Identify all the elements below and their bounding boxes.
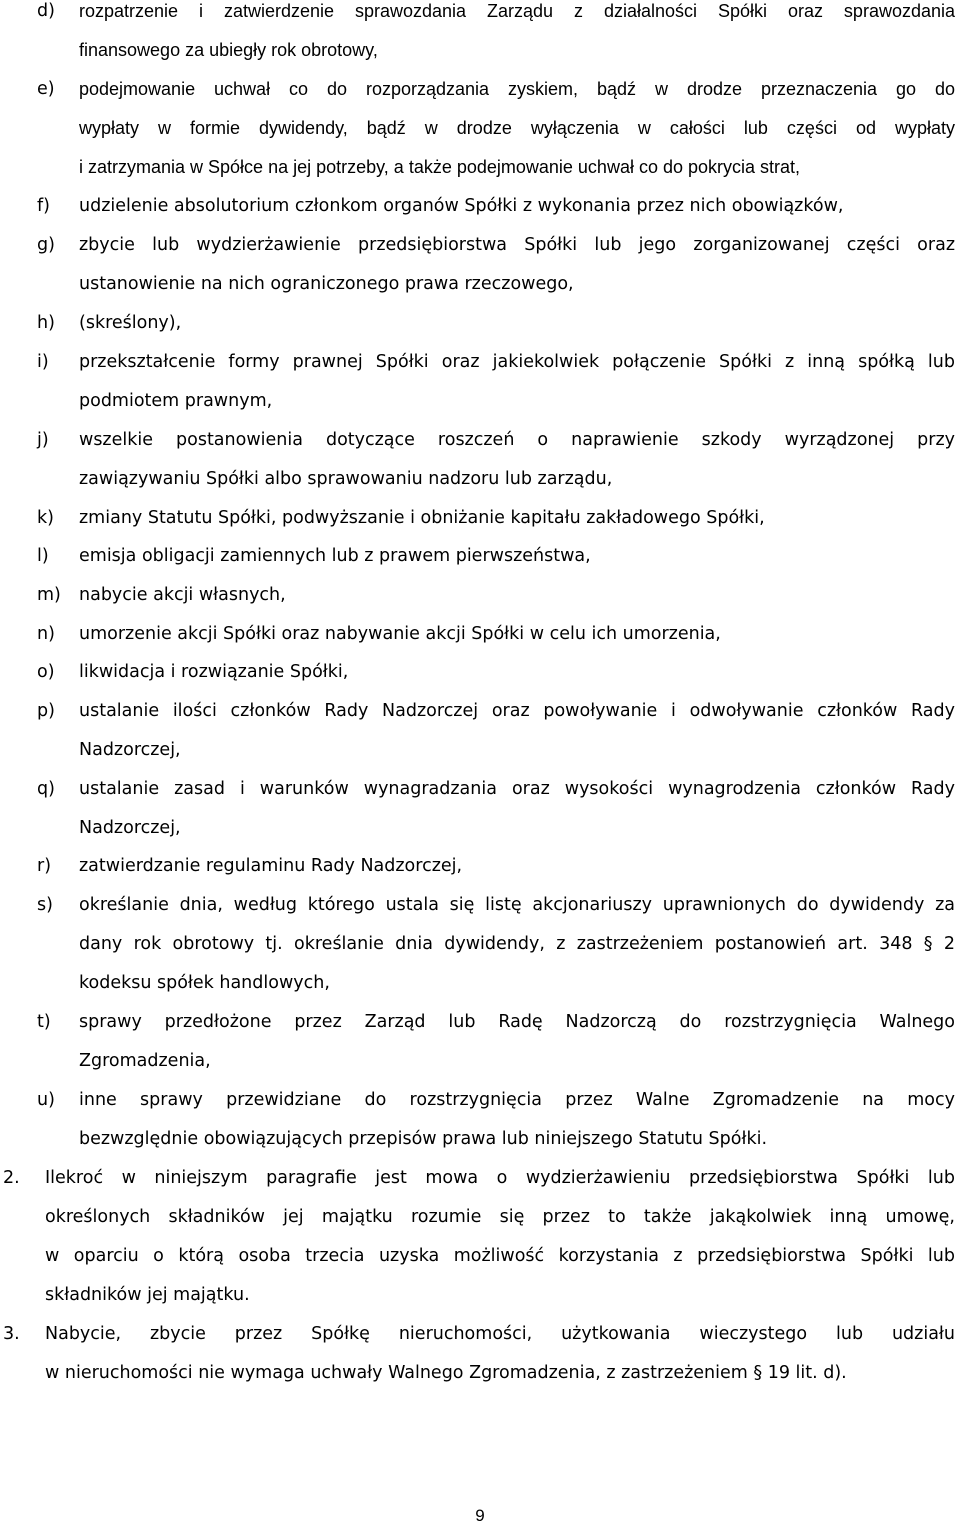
text-line: Ilekroć w niniejszym paragrafie jest mowa o wydzierżawieniu przedsiębiorstwa Spółki lub — [45, 1168, 955, 1188]
list-item-q — [37, 770, 955, 848]
list-item-d — [37, 0, 955, 70]
item-text — [79, 615, 955, 654]
paragraph-marker: 3. — [3, 1324, 20, 1344]
text-line: (skreślony), — [79, 313, 182, 333]
list-item-o — [37, 653, 955, 692]
text-line: dany rok obrotowy tj. określanie dnia dywidendy, z zastrzeżeniem postanowień art. 348 § 2 — [79, 934, 955, 954]
item-text — [79, 653, 955, 692]
text-line: zmiany Statutu Spółki, podwyższanie i obniżanie kapitału zakładowego Spółki, — [79, 508, 765, 528]
item-marker: q) — [37, 779, 55, 799]
text-line: umorzenie akcji Spółki oraz nabywanie akcji Spółki w celu ich umorzenia, — [79, 624, 721, 644]
item-text — [79, 226, 955, 304]
item-text — [79, 692, 955, 770]
text-line: określanie dnia, według którego ustala się listę akcjonariuszy uprawnionych do dywidendy za — [79, 895, 955, 915]
item-text — [79, 847, 955, 886]
text-line: zatwierdzanie regulaminu Rady Nadzorczej, — [79, 856, 463, 876]
list-item-s — [37, 886, 955, 1003]
item-marker: t) — [37, 1012, 51, 1032]
item-marker: k) — [37, 508, 54, 528]
text-line: wszelkie postanowienia dotyczące roszczeń o naprawienie szkody wyrządzonej przy — [79, 430, 955, 450]
item-marker: i) — [37, 352, 49, 372]
text-line: ustalanie zasad i warunków wynagradzania oraz wysokości wynagrodzenia członków Rady — [79, 779, 955, 799]
item-marker: j) — [37, 430, 49, 450]
item-marker: s) — [37, 895, 53, 915]
text-line: przekształcenie formy prawnej Spółki oraz jakiekolwiek połączenie Spółki z inną spółką lub — [79, 352, 955, 372]
paragraph-3 — [3, 1315, 955, 1393]
list-item-l — [37, 537, 955, 576]
text-line: Nadzorczej, — [79, 818, 181, 838]
item-marker: r) — [37, 856, 52, 876]
paragraph-2 — [3, 1159, 955, 1315]
item-marker: p) — [37, 701, 55, 721]
list-item-k — [37, 499, 955, 538]
item-text — [79, 0, 955, 70]
item-text — [79, 576, 955, 615]
text-line: Nadzorczej, — [79, 740, 181, 760]
item-marker: d) — [37, 1, 55, 21]
text-line: Zgromadzenia, — [79, 1051, 211, 1071]
text-line: finansowego za ubiegły rok obrotowy, — [79, 40, 378, 60]
list-item-p — [37, 692, 955, 770]
list-item-i — [37, 343, 955, 421]
text-line: zawiązywaniu Spółki albo sprawowaniu nadzoru lub zarządu, — [79, 469, 613, 489]
text-line: bezwzględnie obowiązujących przepisów prawa lub niniejszego Statutu Spółki. — [79, 1129, 768, 1149]
list-item-u — [37, 1081, 955, 1159]
list-item-h — [37, 304, 955, 343]
text-line: sprawy przedłożone przez Zarząd lub Radę Nadzorczą do rozstrzygnięcia Walnego — [79, 1012, 955, 1032]
item-text — [79, 343, 955, 421]
list-item-f — [37, 187, 955, 226]
text-line: w nieruchomości nie wymaga uchwały Walnego Zgromadzenia, z zastrzeżeniem § 19 lit. d). — [45, 1363, 847, 1383]
text-line: emisja obligacji zamiennych lub z prawem pierwszeństwa, — [79, 546, 591, 566]
item-marker: m) — [37, 585, 61, 605]
text-line: podejmowanie uchwał co do rozporządzania zyskiem, bądź w drodze przeznaczenia go do — [79, 79, 955, 99]
item-marker: u) — [37, 1090, 55, 1110]
item-marker: l) — [37, 546, 49, 566]
paragraph-text — [45, 1315, 955, 1393]
item-marker: o) — [37, 662, 55, 682]
item-marker: h) — [37, 313, 55, 333]
text-line: udzielenie absolutorium członkom organów Spółki z wykonania przez nich obowiązków, — [79, 196, 844, 216]
item-marker: n) — [37, 624, 55, 644]
text-line: wypłaty w formie dywidendy, bądź w drodze wyłączenia w całości lub części od wypłaty — [79, 118, 955, 138]
list-item-t — [37, 1003, 955, 1081]
text-line: nabycie akcji własnych, — [79, 585, 286, 605]
item-text — [79, 499, 955, 538]
list-item-r — [37, 847, 955, 886]
item-text — [79, 304, 955, 343]
item-text — [79, 537, 955, 576]
item-marker: f) — [37, 196, 50, 216]
item-text — [79, 421, 955, 499]
text-line: składników jej majątku. — [45, 1285, 250, 1305]
item-text — [79, 70, 955, 187]
item-text — [79, 886, 955, 1003]
text-line: Nabycie, zbycie przez Spółkę nieruchomości, użytkowania wieczystego lub udziału — [45, 1324, 955, 1344]
text-line: zbycie lub wydzierżawienie przedsiębiorstwa Spółki lub jego zorganizowanej części oraz — [79, 235, 955, 255]
page-number: 9 — [475, 1506, 485, 1525]
paragraph-text — [45, 1159, 955, 1315]
text-line: ustalanie ilości członków Rady Nadzorczej oraz powoływanie i odwoływanie członków Rady — [79, 701, 955, 721]
text-line: rozpatrzenie i zatwierdzenie sprawozdania Zarządu z działalności Spółki oraz sprawozdania — [79, 1, 955, 21]
item-marker: e) — [37, 79, 55, 99]
list-item-j — [37, 421, 955, 499]
text-line: inne sprawy przewidziane do rozstrzygnięcia przez Walne Zgromadzenie na mocy — [79, 1090, 955, 1110]
item-marker: g) — [37, 235, 55, 255]
text-line: likwidacja i rozwiązanie Spółki, — [79, 662, 349, 682]
text-line: ustanowienie na nich ograniczonego prawa rzeczowego, — [79, 274, 574, 294]
list-item-e — [37, 70, 955, 187]
text-line: w oparciu o którą osoba trzecia uzyska możliwość korzystania z przedsiębiorstwa Spółki lub — [45, 1246, 955, 1266]
paragraph-marker: 2. — [3, 1168, 20, 1188]
list-item-n — [37, 615, 955, 654]
list-item-m — [37, 576, 955, 615]
text-line: i zatrzymania w Spółce na jej potrzeby, a także podejmowanie uchwał co do pokrycia strat, — [79, 157, 801, 177]
item-text — [79, 1003, 955, 1081]
item-text — [79, 187, 955, 226]
list-item-g — [37, 226, 955, 304]
item-text — [79, 1081, 955, 1159]
item-text — [79, 770, 955, 848]
text-line: określonych składników jej majątku rozumie się przez to także jakąkolwiek inną umowę, — [45, 1207, 955, 1227]
text-line: kodeksu spółek handlowych, — [79, 973, 330, 993]
text-line: podmiotem prawnym, — [79, 391, 273, 411]
